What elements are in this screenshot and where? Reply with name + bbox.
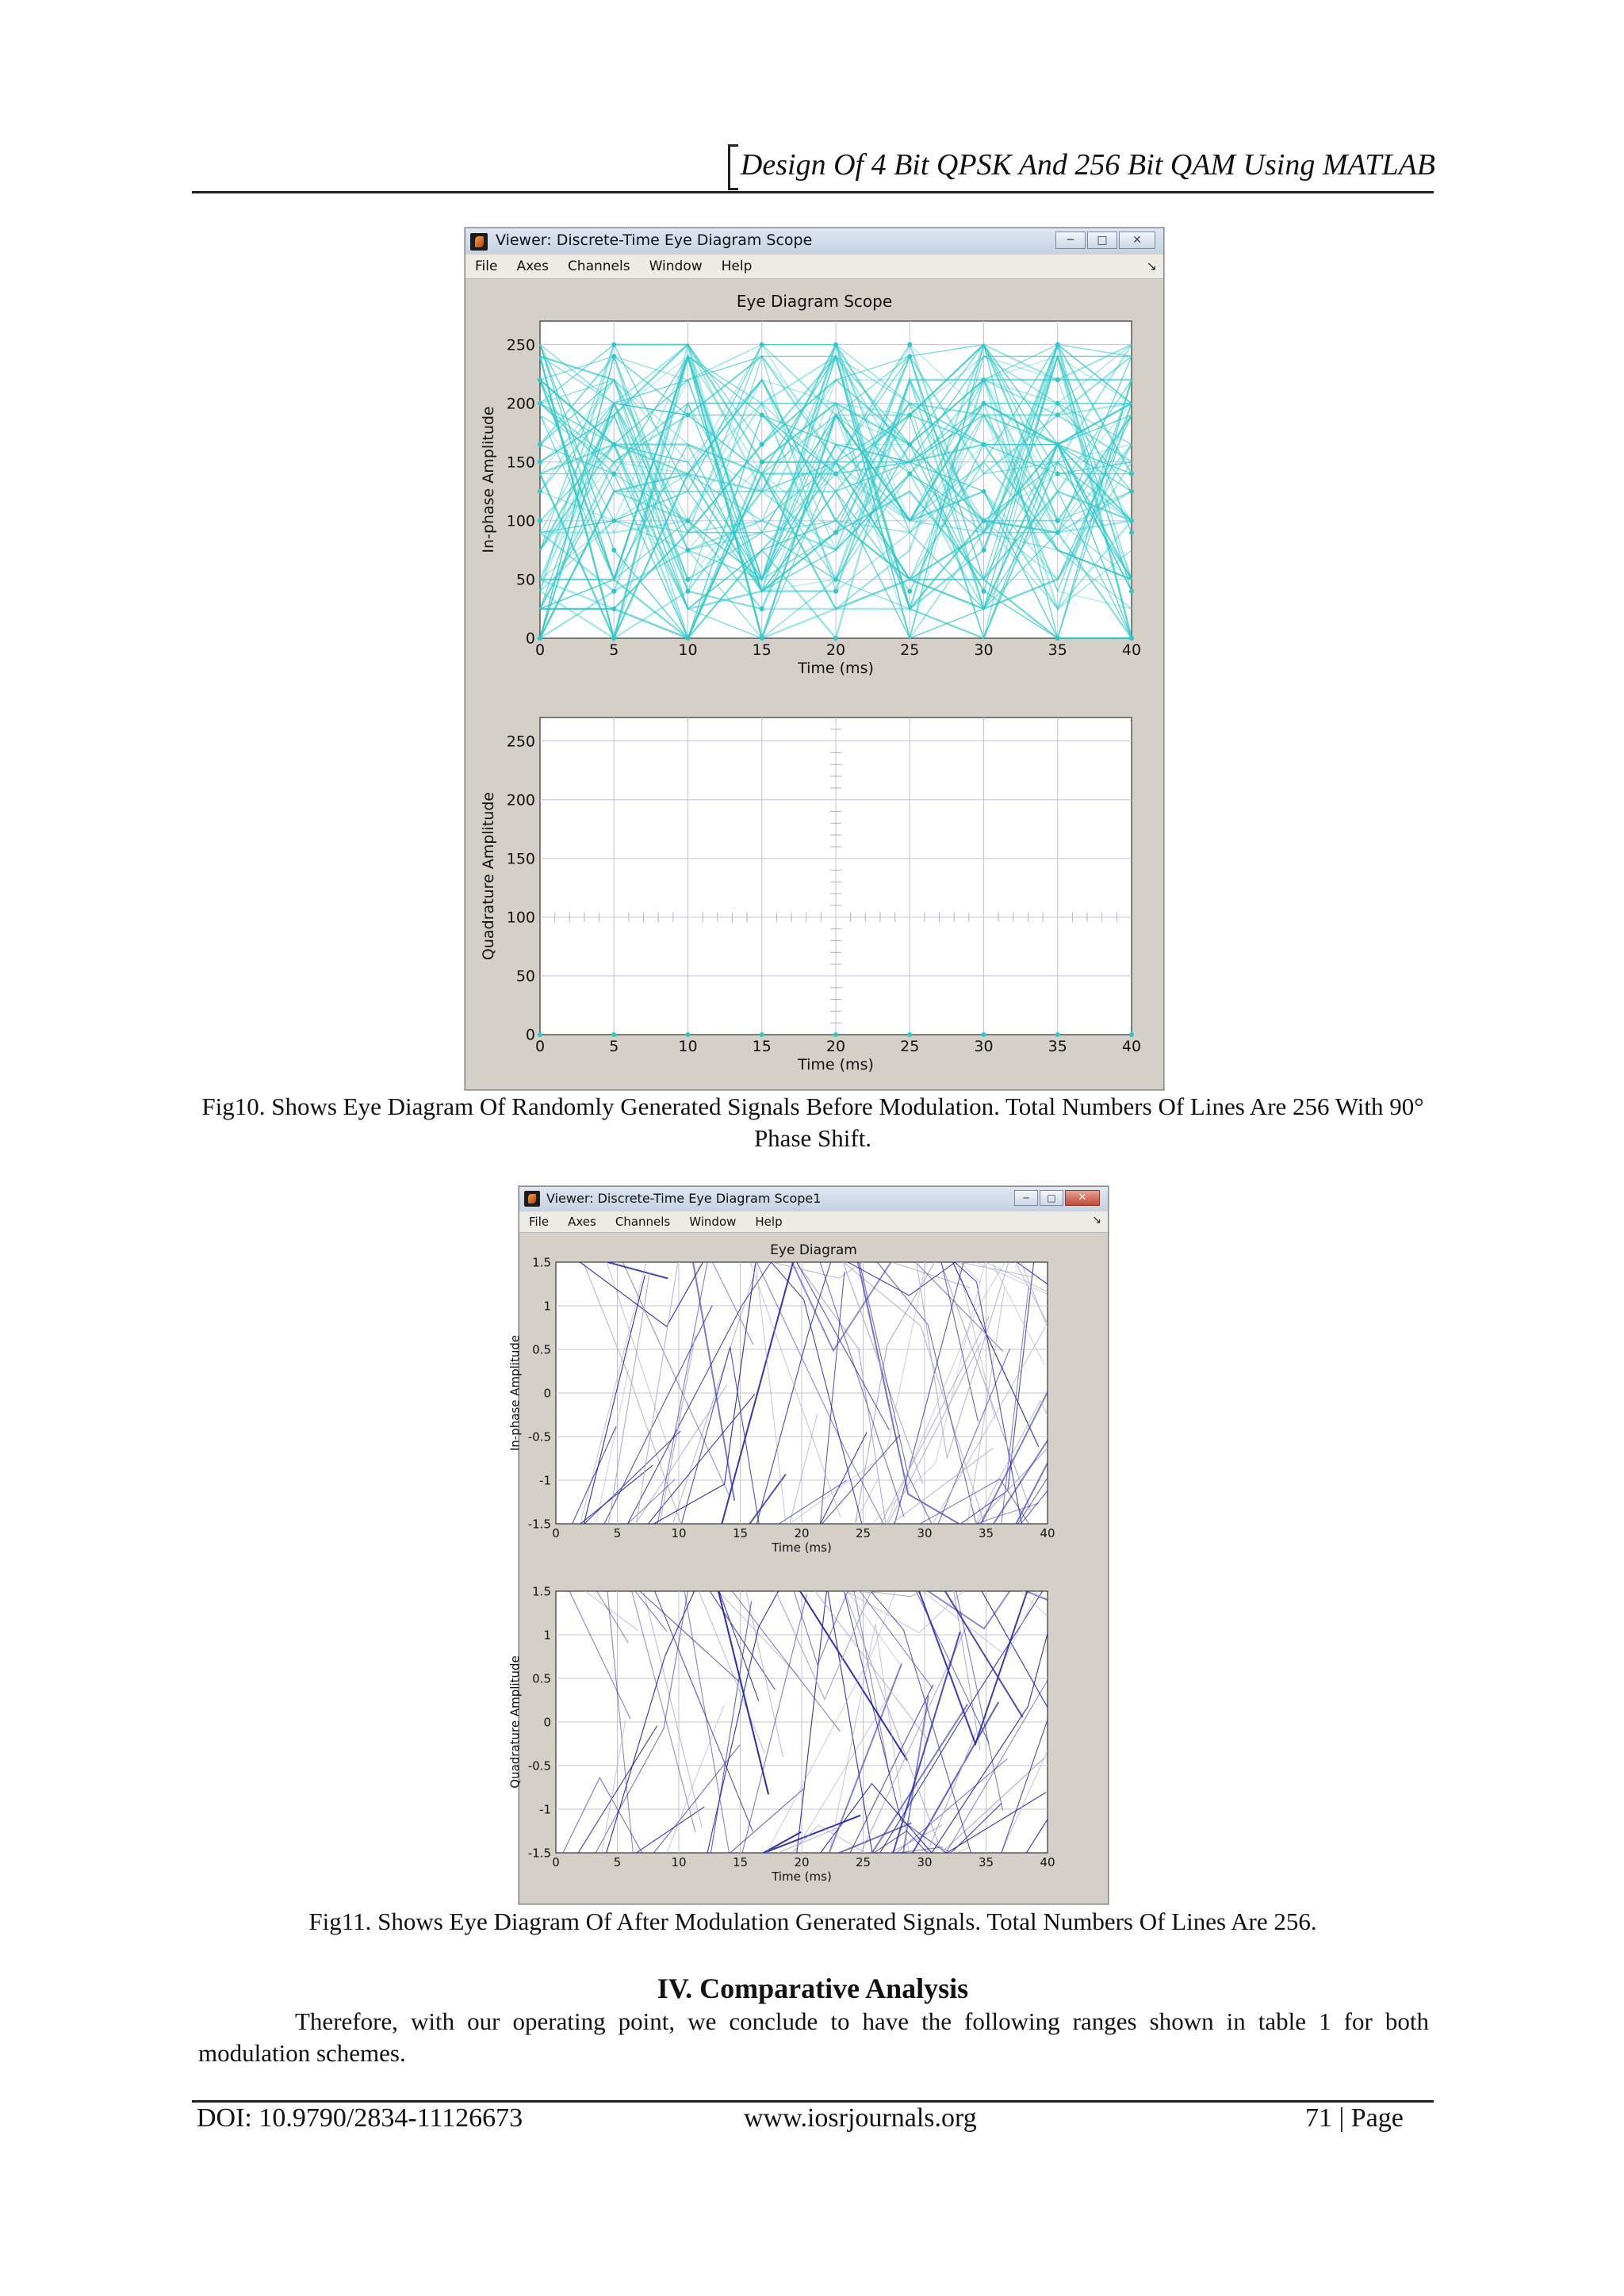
menu-channels[interactable]: Channels <box>567 258 630 274</box>
x-tick-label: 0 <box>534 1038 546 1055</box>
eye-trace <box>622 1579 688 1582</box>
x-tick-label: 5 <box>609 641 619 659</box>
x-tick-label: 20 <box>794 1855 810 1869</box>
eye-trace <box>888 1858 993 1862</box>
sample-point <box>611 607 616 611</box>
sample-point <box>760 607 764 611</box>
y-tick-label: -0.5 <box>527 1758 551 1774</box>
sample-point <box>611 342 616 347</box>
eye-trace <box>921 1251 952 1253</box>
close-icon[interactable]: ✕ <box>1065 1190 1100 1206</box>
y-tick-label: 150 <box>506 453 535 472</box>
sample-point <box>907 1032 912 1037</box>
x-tick-label: 10 <box>671 1855 687 1869</box>
menu-axes[interactable]: Axes <box>516 258 549 274</box>
sample-point <box>611 472 616 476</box>
dock-arrow-icon[interactable]: ↘ <box>1092 1214 1101 1226</box>
maximize-icon[interactable]: □ <box>1040 1190 1063 1206</box>
eye-trace <box>878 1862 948 1863</box>
x-tick-label: 25 <box>855 1855 871 1869</box>
x-tick-label: 10 <box>671 1526 687 1540</box>
sample-point <box>686 519 691 523</box>
x-tick-label: 5 <box>613 1855 622 1869</box>
sample-point <box>1055 413 1060 418</box>
y-tick-label: 150 <box>506 850 535 868</box>
x-tick-label: 15 <box>732 1526 749 1540</box>
x-tick-label: 30 <box>974 641 994 659</box>
plot-quadrature-after <box>508 1578 1180 1884</box>
x-tick-label: 5 <box>613 1526 622 1540</box>
close-icon[interactable]: ✕ <box>1119 232 1155 249</box>
section-heading: IV. Comparative Analysis <box>657 1973 969 2004</box>
x-tick-label: 0 <box>552 1855 560 1869</box>
x-tick-label: 20 <box>825 641 846 659</box>
sample-point <box>982 377 986 382</box>
x-tick-label: 40 <box>1121 1038 1142 1055</box>
plot-inphase-after <box>508 1250 1195 1555</box>
sample-point <box>833 636 838 641</box>
sample-point <box>833 342 838 347</box>
figure10-caption: Fig10. Shows Eye Diagram Of Randomly Generated Signals Before Modulation. Total Numbers Of Lines Are 256 With 90° Phase Shift. <box>201 1093 1424 1152</box>
y-tick-label: 0.5 <box>532 1671 551 1686</box>
sample-point <box>907 413 912 418</box>
x-tick-label: 15 <box>732 1855 749 1869</box>
y-axis-label: Quadrature Amplitude <box>480 791 498 961</box>
sample-point <box>538 489 542 494</box>
scope-title: Eye Diagram <box>770 1242 857 1258</box>
x-tick-label: 10 <box>678 641 698 659</box>
y-tick-label: 200 <box>506 395 535 413</box>
scope-window-fig11 <box>508 1186 1109 1904</box>
y-tick-label: -1.5 <box>527 1517 551 1532</box>
y-axis-label: In-phase Amplitude <box>508 1334 523 1452</box>
minimize-icon[interactable]: ─ <box>1055 232 1086 249</box>
sample-point <box>1129 472 1134 476</box>
sample-point <box>982 489 986 494</box>
sample-point <box>907 472 912 476</box>
sample-point <box>833 589 838 594</box>
window-title: Viewer: Discrete-Time Eye Diagram Scope <box>496 232 813 249</box>
menu-channels[interactable]: Channels <box>615 1215 671 1229</box>
footer-rule <box>192 2100 1434 2103</box>
sample-point <box>1055 530 1060 535</box>
y-tick-label: 100 <box>506 909 535 927</box>
sample-point <box>833 1032 838 1037</box>
sample-point <box>1129 530 1134 535</box>
y-tick-label: 1 <box>543 1299 551 1314</box>
x-tick-label: 35 <box>1048 641 1067 659</box>
sample-point <box>907 442 912 447</box>
sample-point <box>538 442 542 447</box>
body-paragraph: Therefore, with our operating point, we conclude to have the following ranges shown in table 1 for both modulation schemes. <box>198 2007 1429 2067</box>
sample-point <box>611 442 616 447</box>
x-tick-label: 5 <box>609 1038 619 1055</box>
sample-point <box>982 1032 986 1037</box>
sample-point <box>611 636 616 641</box>
x-tick-label: 35 <box>1048 1038 1067 1055</box>
sample-point <box>982 589 986 594</box>
y-tick-label: 200 <box>506 791 535 809</box>
sample-point <box>907 354 912 358</box>
x-tick-label: 25 <box>900 641 920 659</box>
y-tick-label: 1.5 <box>532 1584 551 1599</box>
running-header: Design Of 4 Bit QPSK And 256 Bit QAM Using MATLAB <box>740 148 1435 182</box>
plot-quadrature-before <box>480 718 1141 1073</box>
y-tick-label: 0.5 <box>532 1342 551 1357</box>
menu-file[interactable]: File <box>475 258 498 274</box>
sample-point <box>833 472 838 476</box>
sample-point <box>982 548 986 553</box>
footer-site: www.iosrjournals.org <box>744 2103 977 2133</box>
x-tick-label: 0 <box>534 641 546 659</box>
x-tick-label: 25 <box>855 1526 871 1540</box>
x-axis-label: Time (ms) <box>772 1540 832 1555</box>
sample-point <box>1129 636 1134 641</box>
sample-point <box>1055 519 1060 523</box>
menu-help[interactable]: Help <box>721 258 753 274</box>
fig11-plots <box>508 1187 1108 1904</box>
sample-point <box>760 1032 764 1037</box>
x-tick-label: 30 <box>917 1526 933 1540</box>
sample-point <box>686 636 691 641</box>
sample-point <box>538 460 542 465</box>
x-tick-label: 40 <box>1040 1526 1055 1540</box>
sample-point <box>833 577 838 582</box>
sample-point <box>982 519 986 523</box>
sample-point <box>1055 636 1060 641</box>
x-tick-label: 35 <box>978 1526 994 1540</box>
sample-point <box>611 589 616 594</box>
sample-point <box>982 442 986 447</box>
x-axis-label: Time (ms) <box>798 1055 874 1073</box>
sample-point <box>907 589 912 594</box>
sample-point <box>907 342 912 347</box>
sample-point <box>760 460 764 465</box>
y-tick-label: -1 <box>539 1473 551 1488</box>
y-tick-label: -1.5 <box>527 1846 551 1861</box>
sample-point <box>833 530 838 535</box>
sample-point <box>686 589 691 594</box>
x-tick-label: 30 <box>917 1855 933 1869</box>
x-tick-label: 15 <box>752 641 772 659</box>
sample-point <box>611 548 616 553</box>
y-tick-label: 250 <box>506 733 535 751</box>
sample-point <box>1129 519 1134 523</box>
y-tick-label: 50 <box>515 967 535 985</box>
menu-file[interactable]: File <box>529 1215 550 1229</box>
y-tick-label: 1.5 <box>532 1255 551 1270</box>
sample-point <box>760 413 764 418</box>
sample-point <box>1055 472 1060 476</box>
sample-point <box>686 577 691 582</box>
sample-point <box>1055 442 1060 447</box>
sample-point <box>538 1032 542 1037</box>
x-tick-label: 15 <box>752 1038 772 1055</box>
header-rule <box>192 191 1434 193</box>
y-tick-label: 250 <box>506 336 535 354</box>
footer-page: 71 | Page <box>1305 2103 1404 2133</box>
sample-point <box>538 636 542 641</box>
y-tick-label: 0 <box>525 1026 535 1044</box>
x-tick-label: 40 <box>1040 1855 1055 1869</box>
sample-point <box>686 413 691 418</box>
x-tick-label: 20 <box>794 1526 810 1540</box>
window-title: Viewer: Discrete-Time Eye Diagram Scope1 <box>546 1191 822 1206</box>
sample-point <box>1129 489 1134 494</box>
x-axis-label: Time (ms) <box>798 659 874 677</box>
y-tick-label: 100 <box>506 512 535 530</box>
sample-point <box>611 354 616 358</box>
dock-arrow-icon[interactable]: ↘ <box>1146 258 1157 274</box>
figure11-caption: Fig11. Shows Eye Diagram Of After Modulation Generated Signals. Total Numbers Of Lines Are 256. <box>308 1908 1317 1935</box>
y-tick-label: 50 <box>515 571 535 589</box>
maximize-icon[interactable]: □ <box>1087 232 1117 249</box>
y-tick-label: 0 <box>543 1715 551 1730</box>
sample-point <box>760 342 764 347</box>
sample-point <box>760 442 764 447</box>
footer-doi: DOI: 10.9790/2834-11126673 <box>197 2103 523 2133</box>
y-tick-label: 0 <box>525 629 535 648</box>
sample-point <box>686 548 691 553</box>
sample-point <box>538 377 542 382</box>
menu-window[interactable]: Window <box>649 258 703 274</box>
y-tick-label: -0.5 <box>527 1429 551 1445</box>
menu-window[interactable]: Window <box>689 1215 737 1229</box>
x-tick-label: 0 <box>552 1526 560 1540</box>
sample-point <box>760 636 764 641</box>
minimize-icon[interactable]: ─ <box>1014 1190 1038 1206</box>
y-tick-label: 0 <box>543 1386 551 1401</box>
sample-point <box>538 519 542 523</box>
sample-point <box>1055 377 1060 382</box>
fig10-plots <box>465 228 1163 1089</box>
x-tick-label: 10 <box>678 1038 698 1055</box>
y-tick-label: -1 <box>539 1802 551 1817</box>
sample-point <box>611 1032 616 1037</box>
sample-point <box>1055 401 1060 406</box>
scope-window-fig10 <box>465 228 1164 1090</box>
x-axis-label: Time (ms) <box>772 1869 832 1884</box>
sample-point <box>982 401 986 406</box>
sample-point <box>1129 589 1134 594</box>
sample-point <box>611 519 616 523</box>
sample-point <box>1055 1032 1060 1037</box>
sample-point <box>686 1032 691 1037</box>
menu-help[interactable]: Help <box>755 1215 783 1229</box>
sample-point <box>1129 1032 1134 1037</box>
scope-title: Eye Diagram Scope <box>736 292 893 311</box>
sample-point <box>538 401 542 406</box>
x-tick-label: 35 <box>978 1855 994 1869</box>
x-tick-label: 25 <box>900 1038 920 1055</box>
menu-axes[interactable]: Axes <box>568 1215 596 1229</box>
y-axis-label: Quadrature Amplitude <box>508 1655 523 1789</box>
y-tick-label: 1 <box>543 1628 551 1643</box>
plot-inphase-before <box>480 321 1141 677</box>
sample-point <box>1055 342 1060 347</box>
x-tick-label: 20 <box>825 1038 846 1055</box>
y-axis-label: In-phase Amplitude <box>480 406 498 553</box>
x-tick-label: 40 <box>1121 641 1142 659</box>
x-tick-label: 30 <box>974 1038 994 1055</box>
